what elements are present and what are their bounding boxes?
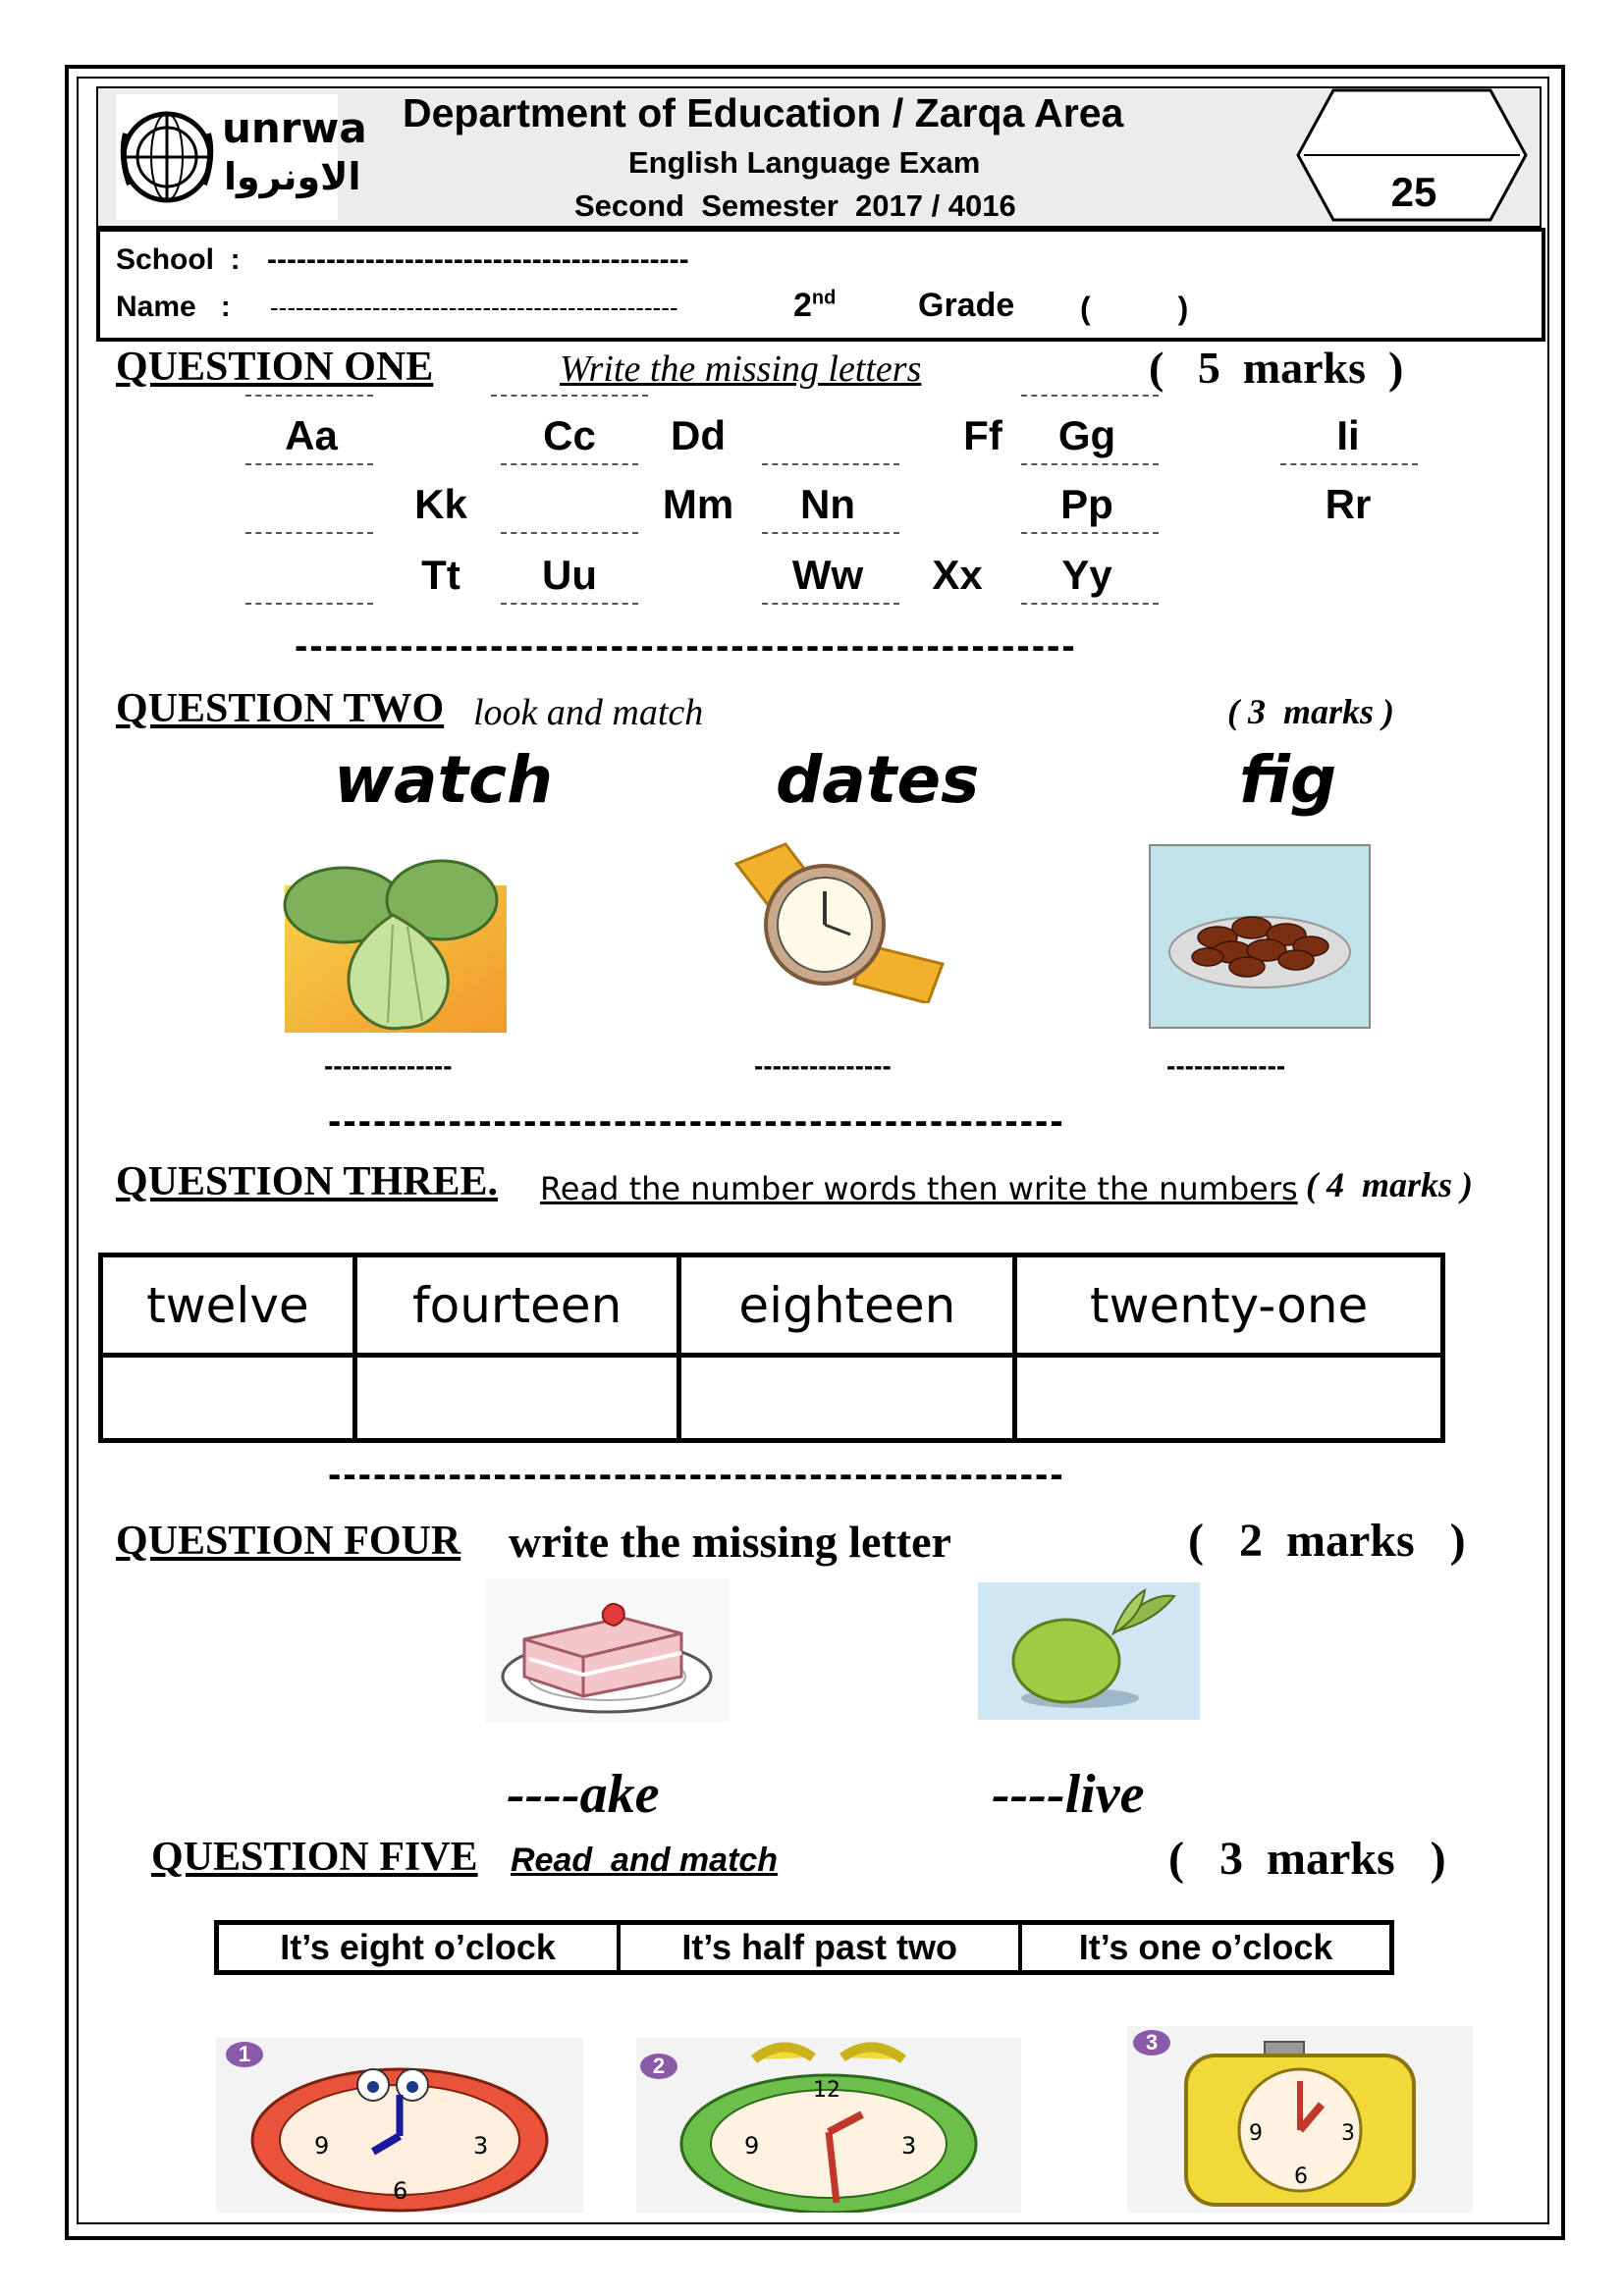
grade-suffix: nd: [811, 287, 837, 309]
clock-picture[interactable]: [1127, 2026, 1473, 2213]
q4-title: QUESTION FOUR: [116, 1519, 461, 1564]
clock-picture[interactable]: [216, 2038, 583, 2213]
letter-Tt: Tt: [421, 552, 460, 598]
svg-text:3: 3: [1341, 2121, 1355, 2146]
name-blank[interactable]: ------------------------------------------------: [270, 293, 678, 322]
q2-answer-blank[interactable]: ---------------: [754, 1050, 892, 1081]
svg-text:9: 9: [314, 2132, 330, 2160]
q1-instruction: Write the missing letters: [560, 348, 922, 390]
school-blank[interactable]: -------------------------------------------: [267, 243, 689, 276]
clock-badge: [226, 2042, 263, 2067]
unrwa-logo: [116, 94, 367, 220]
letter-Rr: Rr: [1325, 481, 1372, 527]
time-sentence-cell[interactable]: It’s one o’clock: [1020, 1923, 1391, 1973]
letter-Yy: Yy: [1061, 552, 1112, 598]
total-marks: 25: [1390, 169, 1437, 215]
q1-title: QUESTION ONE: [116, 345, 434, 390]
section-separator: -------------------------------------------------: [328, 1099, 1065, 1143]
letter-Dd: Dd: [671, 412, 726, 458]
clock-picture[interactable]: [636, 2038, 1021, 2213]
svg-text:6: 6: [393, 2177, 408, 2205]
page-border-inner: [77, 77, 1549, 2224]
letter-blank[interactable]: [501, 532, 638, 534]
letter-blank[interactable]: [245, 463, 373, 465]
svg-text:9: 9: [744, 2132, 760, 2160]
exam-subtitle: English Language Exam: [628, 145, 981, 180]
clock-badge-number: 1: [238, 2042, 251, 2066]
q1-marks: ( 5 marks ): [1149, 343, 1404, 393]
q2-word-watch: watch: [334, 742, 554, 818]
number-answer-cell[interactable]: [1015, 1356, 1443, 1441]
letter-Xx: Xx: [932, 552, 983, 598]
alarm-clock-red: [216, 2038, 583, 2213]
q2-marks: ( 3 marks ): [1227, 692, 1394, 731]
letter-blank[interactable]: [1280, 463, 1418, 465]
grade-level: [793, 287, 836, 325]
number-word-cell: eighteen: [679, 1255, 1015, 1356]
svg-text:12: 12: [813, 2078, 840, 2103]
letter-Cc: Cc: [543, 412, 596, 458]
grade-number: 2: [793, 287, 812, 324]
q2-title: QUESTION TWO: [116, 686, 445, 731]
svg-text:9: 9: [1249, 2121, 1263, 2146]
grade-blank[interactable]: ( ): [1080, 291, 1189, 326]
letter-blank[interactable]: [762, 532, 899, 534]
letter-Pp: Pp: [1060, 481, 1113, 527]
svg-text:3: 3: [901, 2132, 917, 2160]
q4-instruction: write the missing letter: [509, 1517, 951, 1567]
q2-word-fig: fig: [1239, 742, 1337, 818]
dates-picture: [1149, 844, 1371, 1029]
letter-blank[interactable]: [762, 603, 899, 605]
svg-text:6: 6: [1294, 2164, 1308, 2189]
letter-Kk: Kk: [414, 481, 467, 527]
cake-picture: [485, 1578, 729, 1722]
letter-blank[interactable]: [762, 463, 899, 465]
letter-Uu: Uu: [542, 552, 597, 598]
letter-Aa: Aa: [285, 412, 338, 458]
letter-blank[interactable]: [1021, 603, 1159, 605]
q3-marks: ( 4 marks ): [1306, 1165, 1473, 1204]
q5-marks: ( 3 marks ): [1168, 1833, 1446, 1885]
watch-picture: [717, 836, 952, 1003]
letter-blank[interactable]: [245, 532, 373, 534]
q5-instruction: Read and match: [511, 1842, 779, 1879]
grade-label: Grade: [918, 287, 1015, 324]
clock-badge-number: 3: [1145, 2030, 1159, 2055]
alarm-clock-green: [636, 2038, 1021, 2213]
logo-text: unrwa: [222, 104, 367, 152]
exam-title: Department of Education / Zarqa Area: [403, 90, 1124, 135]
fig-picture: [265, 846, 511, 1033]
letter-blank[interactable]: [245, 395, 373, 397]
letter-Nn: Nn: [800, 481, 855, 527]
letter-blank[interactable]: [501, 603, 638, 605]
alarm-clock-yellow: [1127, 2026, 1473, 2213]
letter-blank[interactable]: [491, 395, 648, 397]
clock-badge: [1133, 2030, 1170, 2056]
clock-badge: [640, 2054, 677, 2079]
letter-blank[interactable]: [245, 603, 373, 605]
number-answer-cell[interactable]: [101, 1356, 355, 1441]
logo-text-arabic: الاونروا: [224, 155, 361, 198]
time-sentence-cell[interactable]: It’s eight o’clock: [217, 1923, 620, 1973]
letter-Mm: Mm: [662, 481, 734, 527]
q2-answer-blank[interactable]: -------------: [1166, 1050, 1286, 1081]
q3-title: [116, 1158, 498, 1205]
number-answer-cell[interactable]: [354, 1356, 679, 1441]
number-word-cell: fourteen: [354, 1255, 679, 1356]
number-answer-cell[interactable]: [679, 1356, 1015, 1441]
number-word-cell: twenty-one: [1015, 1255, 1443, 1356]
q4-word-olive[interactable]: ----live: [992, 1764, 1145, 1825]
q3-instruction: Read the number words then write the numbers: [540, 1170, 1298, 1207]
number-word-cell: twelve: [101, 1255, 355, 1356]
section-separator: ----------------------------------------------------: [295, 624, 1077, 667]
letter-Ff: Ff: [963, 412, 1002, 458]
letter-Gg: Gg: [1057, 412, 1116, 458]
school-label: School :: [116, 243, 241, 276]
q3-title-dot: .: [487, 1159, 499, 1204]
letter-Ii: Ii: [1336, 412, 1360, 458]
letter-blank[interactable]: [501, 463, 638, 465]
clock-badge-number: 2: [652, 2054, 666, 2078]
section-separator: -------------------------------------------------: [328, 1453, 1065, 1496]
number-words-table: [98, 1253, 1445, 1443]
letter-blank[interactable]: [1021, 395, 1159, 397]
q2-answer-blank[interactable]: --------------: [324, 1050, 453, 1081]
q5-title: QUESTION FIVE: [151, 1835, 478, 1880]
name-label: Name :: [116, 291, 231, 323]
q3-title-text: QUESTION THREE: [116, 1159, 488, 1204]
exam-semester: Second Semester 2017 / 4016: [574, 188, 1016, 223]
olive-picture: [978, 1582, 1200, 1720]
q2-instruction: look and match: [473, 692, 704, 733]
q4-marks: ( 2 marks ): [1188, 1515, 1466, 1567]
time-sentence-cell[interactable]: It’s half past two: [619, 1923, 1020, 1973]
q4-word-cake[interactable]: ----ake: [507, 1764, 660, 1825]
letter-blank[interactable]: [1021, 532, 1159, 534]
svg-text:3: 3: [473, 2132, 489, 2160]
letter-Ww: Ww: [791, 552, 864, 598]
time-sentences-table: [214, 1920, 1394, 1975]
q2-word-dates: dates: [776, 742, 980, 818]
letter-blank[interactable]: [1021, 463, 1159, 465]
